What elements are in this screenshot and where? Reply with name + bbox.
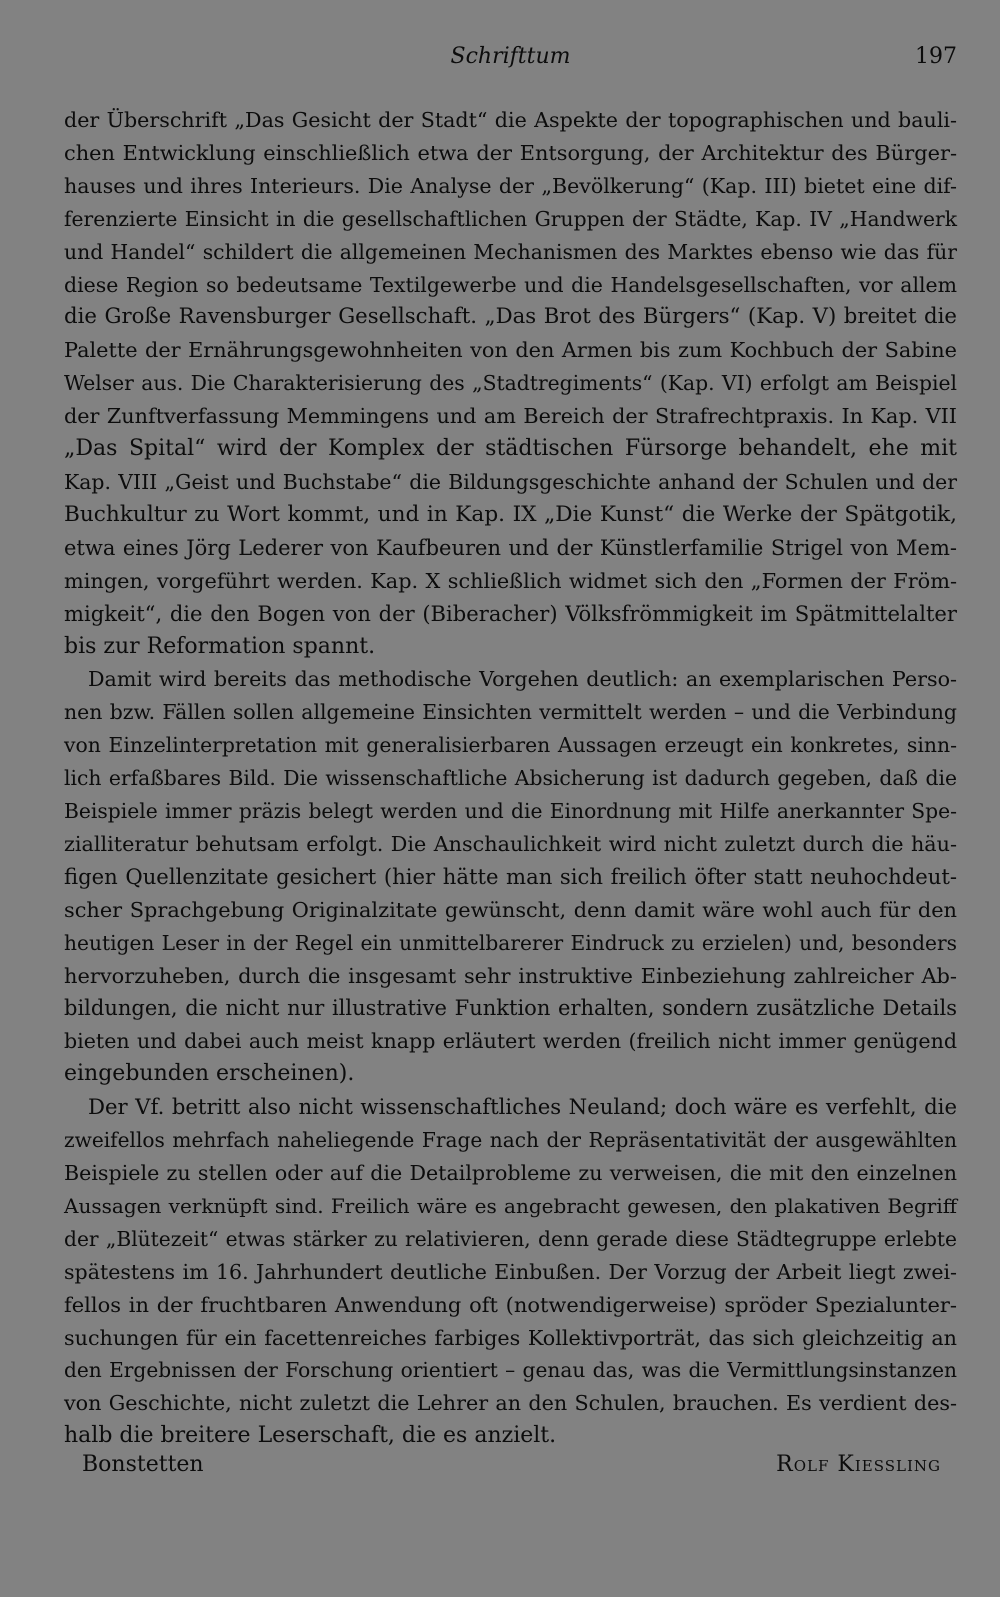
text-line: fellos in der fruchtbaren Anwendung oft (notwendigerweise) spröder Spezialunter- (64, 1292, 957, 1317)
text-line: mingen, vorgeführt werden. Kap. X schließlich widmet sich den „Formen der Fröm- (64, 568, 957, 593)
text-line: Beispiele zu stellen oder auf die Detailprobleme zu verweisen, die mit den einzelnen (64, 1161, 957, 1185)
running-head (64, 42, 957, 72)
text-line: der Zunftverfassung Memmingens und am Bereich der Strafrechtpraxis. In Kap. VII (64, 404, 957, 429)
text-line: der Überschrift „Das Gesicht der Stadt“ die Aspekte der topographischen und bauli- (64, 108, 957, 132)
text-line: und Handel“ schildert die allgemeinen Mechanismen des Marktes ebenso wie das für (64, 239, 957, 264)
text-line: Damit wird bereits das methodische Vorgehen deutlich: an exemplarischen Perso- (88, 667, 957, 692)
text-line: nen bzw. Fällen sollen allgemeine Einsichten vermittelt werden – und die Verbindung (64, 700, 957, 725)
text-line: Der Vf. betritt also nicht wissenschaftliches Neuland; doch wäre es verfehlt, die (88, 1094, 957, 1120)
signature-line (64, 1448, 957, 1482)
text-line: Kap. VIII „Geist und Buchstabe“ die Bildungsgeschichte anhand der Schulen und der (64, 469, 957, 494)
signature-author: Rolf Kiessling (776, 1452, 941, 1477)
text-line: Palette der Ernährungsgewohnheiten von den Armen bis zum Kochbuch der Sabine (64, 338, 957, 363)
text-line: zialliteratur behutsam erfolgt. Die Anschaulichkeit wird nicht zuletzt durch die häu- (64, 831, 957, 856)
paragraph-3 (64, 1091, 957, 1453)
text-line: suchungen für ein facettenreiches farbiges Kollektivporträt, das sich gleichzeitig an (64, 1325, 957, 1350)
text-line: scher Sprachgebung Originalzitate gewünscht, denn damit wäre wohl auch für den (64, 897, 957, 922)
text-line: bieten und dabei auch meist knapp erläutert werden (freilich nicht immer genügend (64, 1029, 957, 1054)
text-line: hervorzuheben, durch die insgesamt sehr instruktive Einbeziehung zahlreicher Ab- (64, 963, 957, 988)
text-line: Beispiele immer präzis belegt werden und die Einordnung mit Hilfe anerkannter Spe- (64, 799, 957, 824)
text-line: figen Quellenzitate gesichert (hier hätte man sich freilich öfter statt neuhochdeut- (64, 863, 957, 889)
text-line: lich erfaßbares Bild. Die wissenschaftliche Absicherung ist dadurch gegeben, daß die (64, 766, 957, 791)
text-line: zweifellos mehrfach naheliegende Frage nach der Repräsentativität der ausgewählten (64, 1128, 957, 1153)
text-line: spätestens im 16. Jahrhundert deutliche Einbußen. Der Vorzug der Arbeit liegt zwei- (64, 1259, 957, 1284)
text-line: Aussagen verknüpft sind. Freilich wäre es angebracht gewesen, den plakativen Begriff (64, 1193, 957, 1218)
page-number: 197 (915, 44, 957, 69)
text-line: der „Blütezeit“ etwas stärker zu relativieren, denn gerade diese Städtegruppe erlebte (64, 1226, 957, 1251)
text-line: bis zur Reformation spannt. (64, 633, 376, 659)
running-title: Schrifttum (450, 44, 571, 69)
text-line: den Ergebnissen der Forschung orientiert – genau das, was die Vermittlungsinstanzen (64, 1358, 957, 1383)
text-line: eingebunden erscheinen). (64, 1061, 355, 1087)
signature-place: Bonstetten (82, 1452, 204, 1477)
text-line: etwa eines Jörg Lederer von Kaufbeuren und der Künstlerfamilie Strigel von Mem- (64, 534, 957, 560)
text-line: migkeit“, die den Bogen von der (Biberacher) Völksfrömmigkeit im Spätmittelalter (64, 600, 957, 626)
text-line: halb die breitere Leserschaft, die es anzielt. (64, 1423, 557, 1449)
review-body (64, 104, 957, 1453)
text-line: diese Region so bedeutsame Textilgewerbe und die Handelsgesellschaften, vor allem (64, 272, 957, 297)
text-line: heutigen Leser in der Regel ein unmittelbarerer Eindruck zu erzielen) und, besonders (64, 930, 957, 955)
text-line: chen Entwicklung einschließlich etwa der Entsorgung, der Architektur des Bürger- (64, 140, 957, 165)
text-line: „Das Spital“ wird der Komplex der städtischen Fürsorge behandelt, ehe mit (64, 436, 957, 462)
text-line: die Große Ravensburger Gesellschaft. „Das Brot des Bürgers“ (Kap. V) breitet die (64, 304, 957, 330)
text-line: Buchkultur zu Wort kommt, und in Kap. IX „Die Kunst“ die Werke der Spätgotik, (64, 501, 957, 527)
text-line: von Geschichte, nicht zuletzt die Lehrer an den Schulen, brauchen. Es verdient des- (64, 1391, 957, 1416)
text-line: von Einzelinterpretation mit generalisierbaren Aussagen erzeugt ein konkretes, sinn- (64, 733, 957, 758)
text-line: hauses und ihres Interieurs. Die Analyse der „Bevölkerung“ (Kap. III) bietet eine dif- (64, 173, 957, 198)
paragraph-2 (64, 663, 957, 1091)
paragraph-1 (64, 104, 957, 663)
text-line: Welser aus. Die Charakterisierung des „Stadtregiments“ (Kap. VI) erfolgt am Beispiel (64, 371, 957, 396)
text-line: ferenzierte Einsicht in die gesellschaftlichen Gruppen der Städte, Kap. IV „Handwerk (64, 206, 957, 231)
text-line: bildungen, die nicht nur illustrative Funktion erhalten, sondern zusätzliche Details (64, 995, 957, 1021)
